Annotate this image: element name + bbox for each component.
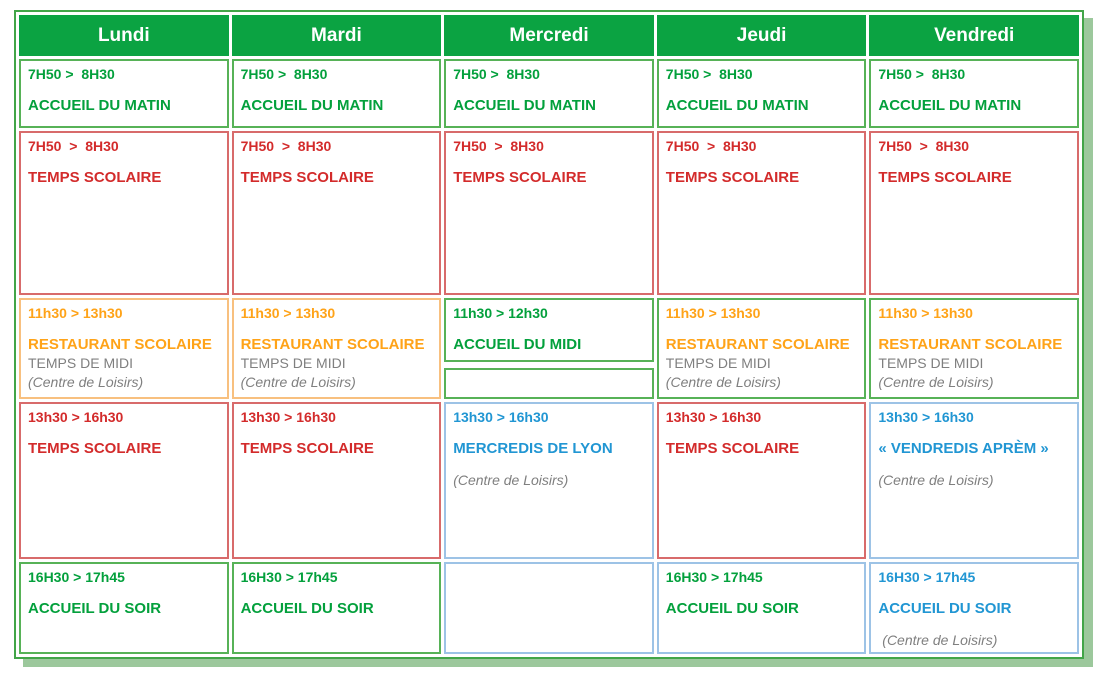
time-range: 7H50 > 8H30 — [453, 66, 540, 82]
activity-title: TEMPS SCOLAIRE — [240, 169, 374, 186]
activity-title: TEMPS SCOLAIRE — [665, 440, 800, 457]
time-range: 16H30 > 17h45 — [28, 569, 125, 585]
activity-title: ACCUEIL DU MATIN — [240, 97, 384, 114]
cell-mercredi-morning — [444, 59, 654, 128]
activity-subtitle: TEMPS DE MIDI — [665, 355, 771, 371]
time-range: 13h30 > 16h30 — [453, 409, 549, 425]
time-range: 13h30 > 16h30 — [665, 409, 762, 425]
activity-title: TEMPS SCOLAIRE — [665, 169, 800, 186]
cell-vendredi-afternoon — [869, 402, 1079, 559]
cell-lundi-evening — [19, 562, 229, 654]
time-range: 7H50 > 8H30 — [240, 66, 328, 82]
cell-lundi-morning — [19, 59, 229, 128]
activity-note: (Centre de Loisirs) — [878, 374, 994, 390]
activity-title: RESTAURANT SCOLAIRE — [28, 336, 212, 353]
activity-title: ACCUEIL DU SOIR — [878, 600, 1012, 617]
time-range: 7H50 > 8H30 — [665, 138, 757, 154]
cell-mercredi-school-am — [444, 131, 654, 295]
cell-mercredi-afternoon — [444, 402, 654, 559]
day-header-lundi — [19, 15, 229, 56]
activity-title: ACCUEIL DU MIDI — [453, 336, 582, 353]
activity-title: ACCUEIL DU MATIN — [878, 97, 1022, 114]
time-range: 13h30 > 16h30 — [28, 409, 124, 425]
time-range: 7H50 > 8H30 — [240, 138, 332, 154]
cell-mardi-morning — [232, 59, 442, 128]
time-range: 7H50 > 8H30 — [28, 138, 119, 154]
time-range: 13h30 > 16h30 — [878, 409, 974, 425]
time-range: 16H30 > 17h45 — [878, 569, 976, 585]
time-range: 11h30 > 13h30 — [665, 305, 761, 321]
day-header-label: Lundi — [97, 24, 150, 46]
day-header-mardi — [232, 15, 442, 56]
time-range: 7H50 > 8H30 — [453, 138, 544, 154]
activity-title: RESTAURANT SCOLAIRE — [878, 336, 1063, 353]
cell-jeudi-lunch — [657, 298, 867, 399]
activity-title: MERCREDIS DE LYON — [453, 440, 613, 457]
cell-mercredi-lunch-group — [444, 298, 654, 399]
activity-subtitle: TEMPS DE MIDI — [240, 355, 346, 371]
activity-title: RESTAURANT SCOLAIRE — [665, 336, 850, 353]
cell-jeudi-afternoon — [657, 402, 867, 559]
time-range: 11h30 > 12h30 — [453, 305, 548, 321]
cell-lundi-lunch — [19, 298, 229, 399]
time-range: 7H50 > 8H30 — [878, 138, 970, 154]
cell-mardi-lunch — [232, 298, 442, 399]
time-range: 11h30 > 13h30 — [28, 305, 123, 321]
day-header-label: Vendredi — [934, 24, 1015, 46]
cell-mardi-evening — [232, 562, 442, 654]
time-range: 11h30 > 13h30 — [878, 305, 973, 321]
cell-vendredi-morning — [869, 59, 1079, 128]
activity-title: ACCUEIL DU SOIR — [665, 600, 799, 617]
activity-title: ACCUEIL DU MATIN — [453, 97, 596, 114]
schedule-grid — [19, 15, 1079, 654]
activity-title: ACCUEIL DU SOIR — [28, 600, 162, 617]
activity-title: TEMPS SCOLAIRE — [453, 169, 587, 186]
activity-title: TEMPS SCOLAIRE — [28, 440, 162, 457]
day-header-label: Mercredi — [509, 24, 589, 46]
time-range: 11h30 > 13h30 — [240, 305, 336, 321]
time-range: 13h30 > 16h30 — [240, 409, 336, 425]
day-header-mercredi — [444, 15, 654, 56]
activity-subtitle: TEMPS DE MIDI — [878, 355, 984, 371]
weekly-schedule-table — [14, 10, 1084, 659]
activity-title: TEMPS SCOLAIRE — [878, 169, 1012, 186]
activity-title: TEMPS SCOLAIRE — [28, 169, 162, 186]
cell-jeudi-school-am — [657, 131, 867, 295]
cell-vendredi-evening — [869, 562, 1079, 654]
activity-title: TEMPS SCOLAIRE — [240, 440, 374, 457]
time-range: 16H30 > 17h45 — [240, 569, 338, 585]
cell-mardi-school-am — [232, 131, 442, 295]
activity-title: ACCUEIL DU MATIN — [665, 97, 809, 114]
day-header-jeudi — [657, 15, 867, 56]
time-range: 16H30 > 17h45 — [665, 569, 763, 585]
cell-mardi-afternoon — [232, 402, 442, 559]
time-range: 7H50 > 8H30 — [665, 66, 753, 82]
activity-subtitle: TEMPS DE MIDI — [28, 355, 134, 371]
day-header-vendredi — [869, 15, 1079, 56]
activity-note: (Centre de Loisirs) — [878, 632, 998, 648]
cell-jeudi-morning — [657, 59, 867, 128]
cell-lundi-afternoon — [19, 402, 229, 559]
cell-lundi-school-am — [19, 131, 229, 295]
activity-note: (Centre de Loisirs) — [240, 374, 356, 390]
cell-mercredi-lunch-empty — [444, 368, 654, 399]
activity-title: RESTAURANT SCOLAIRE — [240, 336, 425, 353]
cell-mercredi-evening-empty — [444, 562, 654, 654]
cell-vendredi-lunch — [869, 298, 1079, 399]
day-header-label: Jeudi — [736, 24, 787, 46]
activity-note: (Centre de Loisirs) — [453, 472, 569, 488]
activity-note: (Centre de Loisirs) — [878, 472, 994, 488]
activity-note: (Centre de Loisirs) — [665, 374, 781, 390]
time-range: 7H50 > 8H30 — [878, 66, 966, 82]
cell-mercredi-lunch — [444, 298, 654, 362]
activity-title: « VENDREDIS APRÈM » — [878, 440, 1049, 457]
time-range: 7H50 > 8H30 — [28, 66, 115, 82]
activity-note: (Centre de Loisirs) — [28, 374, 144, 390]
activity-title: ACCUEIL DU SOIR — [240, 600, 374, 617]
cell-jeudi-evening — [657, 562, 867, 654]
cell-vendredi-school-am — [869, 131, 1079, 295]
activity-title: ACCUEIL DU MATIN — [28, 97, 171, 114]
day-header-label: Mardi — [311, 24, 362, 46]
